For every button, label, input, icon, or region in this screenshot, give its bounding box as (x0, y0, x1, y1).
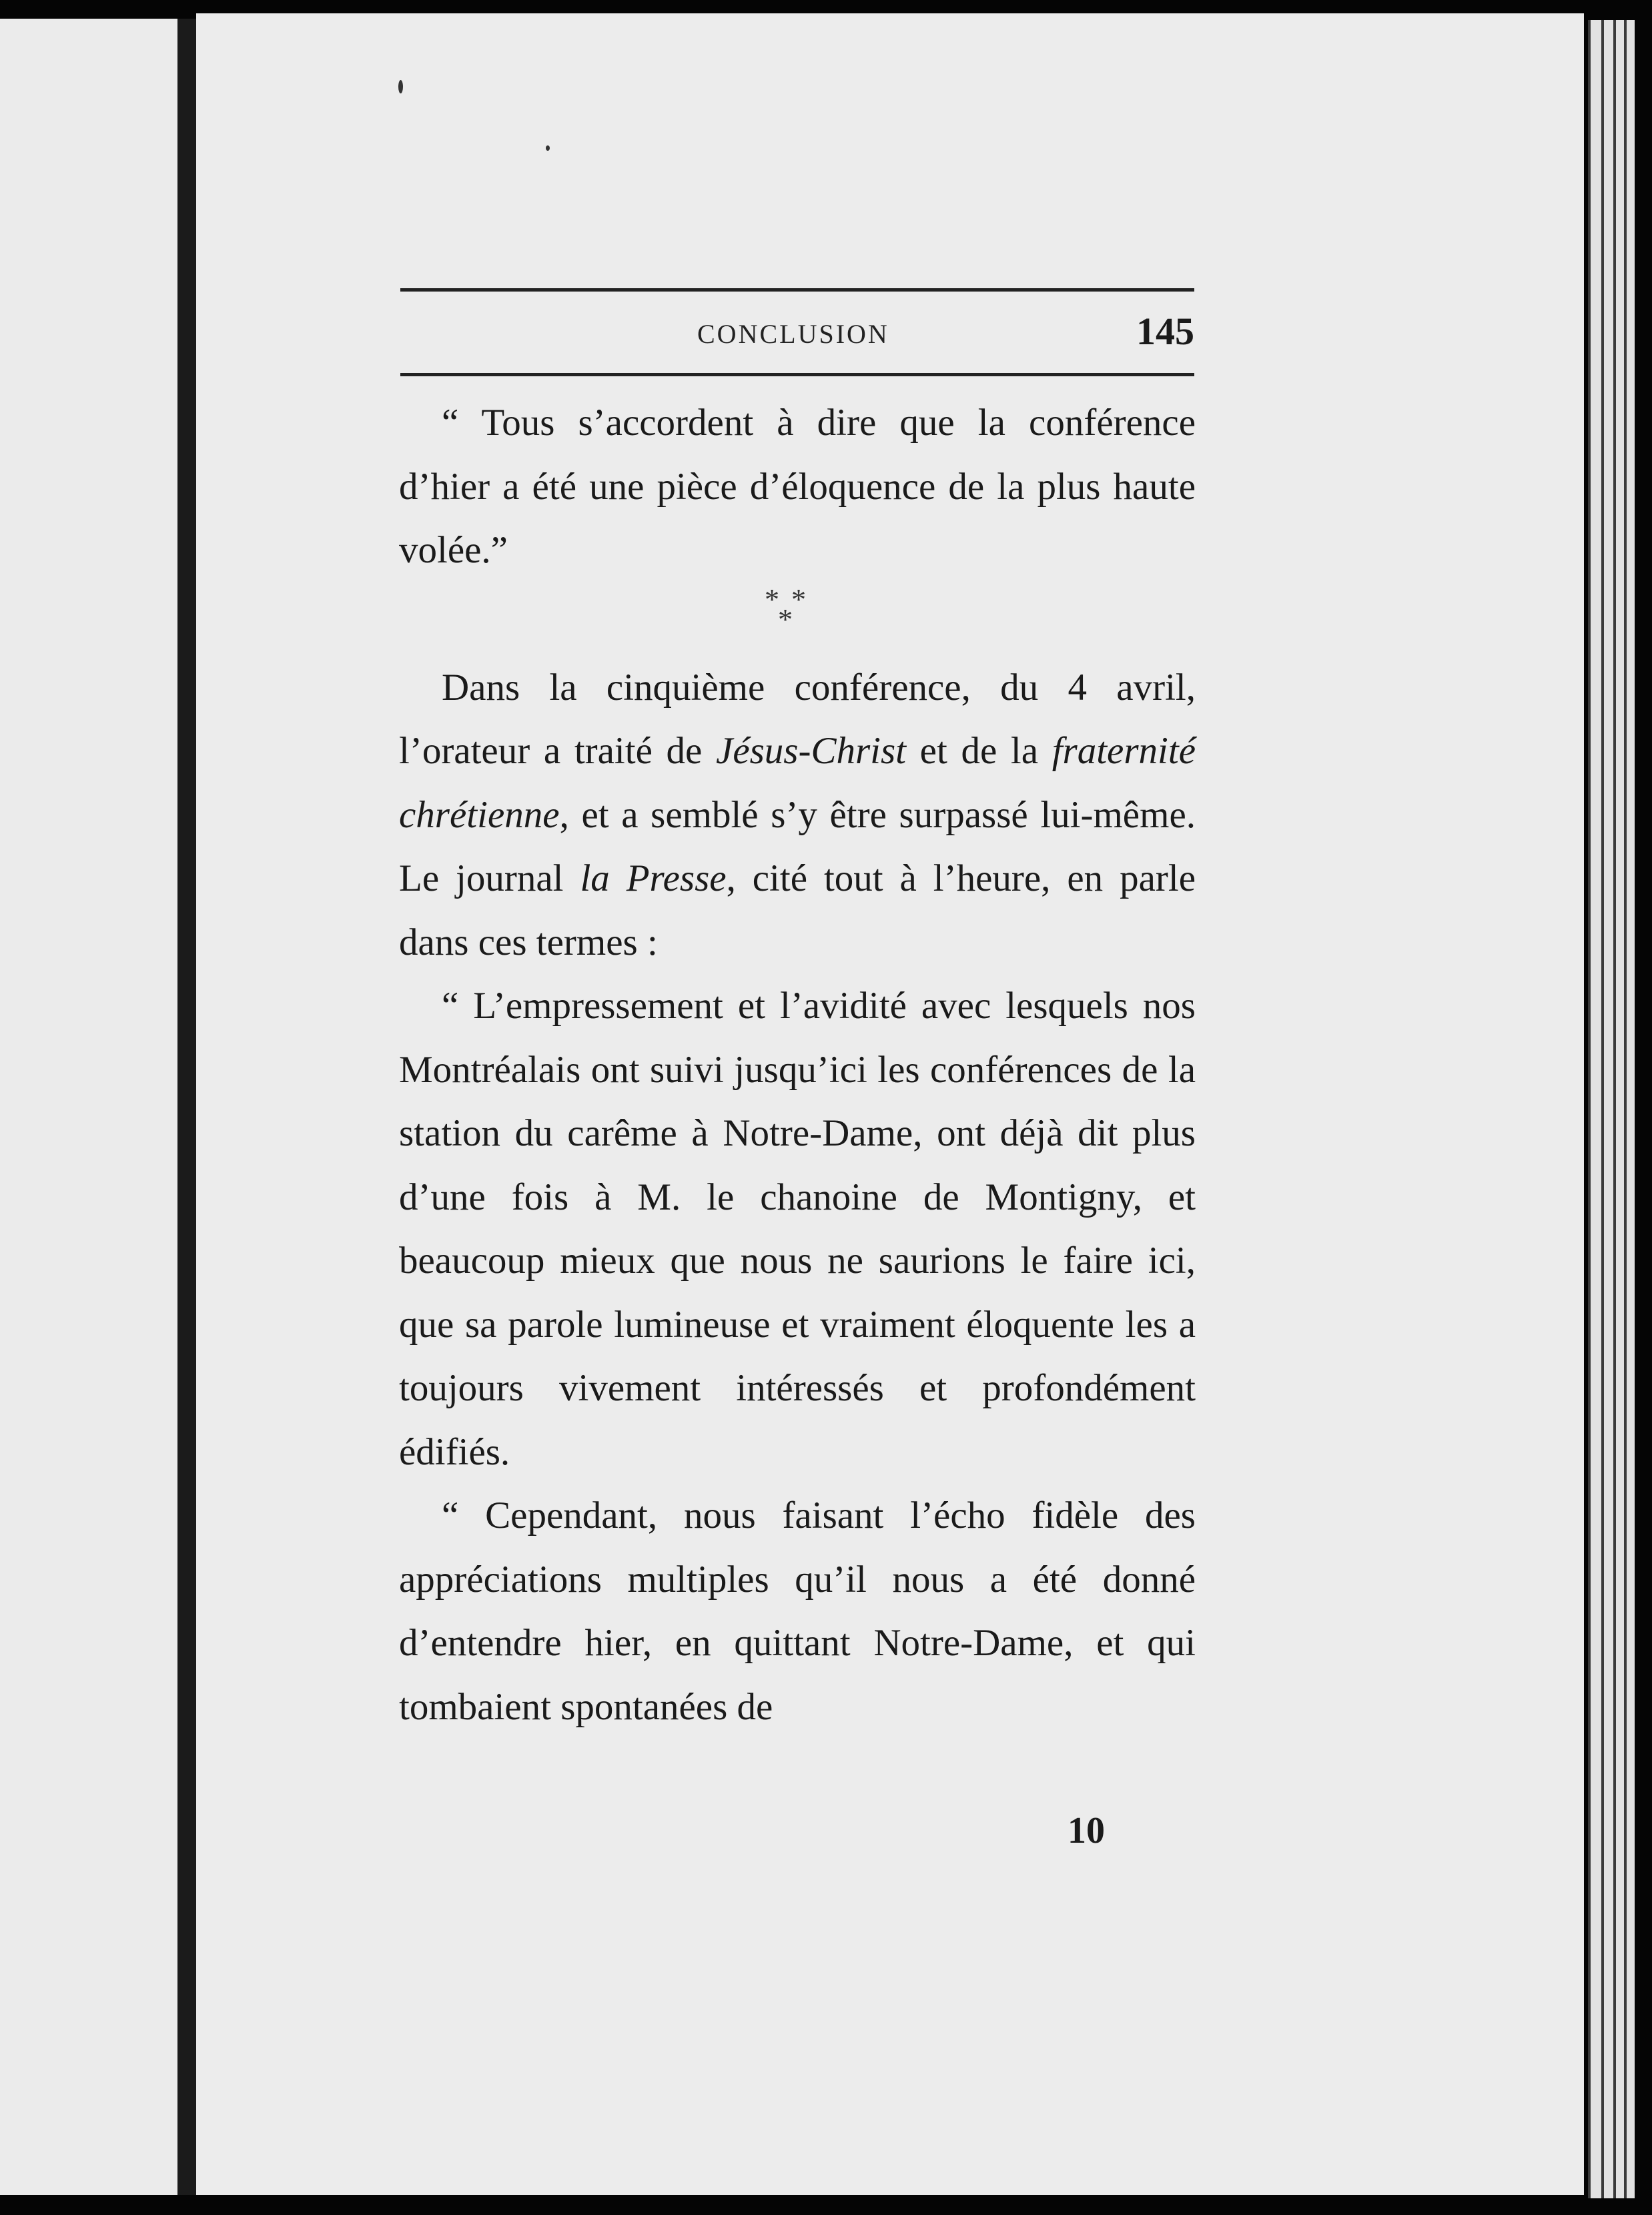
scan-speck (546, 145, 550, 151)
paragraph-2 (399, 656, 1196, 975)
page-stack-edge (1588, 20, 1603, 2198)
facing-page-edge (0, 19, 179, 2195)
page-stack-edge (1624, 20, 1635, 2198)
paragraph-2-text: Dans la cinquième conférence, du 4 avril, l’orateur a traité de (399, 666, 1196, 772)
page-number: 145 (1136, 310, 1194, 353)
paragraph-2-text: , cité tout à l’heure, en parle dans ces termes : (399, 857, 1196, 963)
italic-la-presse: la Presse (580, 857, 727, 899)
paragraph-4: “ Cependant, nous faisant l’écho fidèle des appréciations multiples qu’il nous a été donné d’entendre hier, en quittant Notre-Dame, et qui tombaient spontanées de (399, 1494, 1196, 1728)
running-title: CONCLUSION (697, 319, 889, 349)
asterism-star: * (778, 602, 793, 636)
book-page (196, 13, 1584, 2195)
signature-mark: 10 (1068, 1810, 1105, 1851)
scan-speck (398, 80, 403, 93)
body-text (399, 391, 1196, 1739)
running-head (400, 288, 1194, 376)
paragraph-2-text: , et a semblé s’y être surpassé lui-même. Le journal (399, 793, 1196, 899)
asterism (399, 582, 1196, 656)
italic-fraternite-chretienne: fraternité chrétienne (399, 730, 1196, 836)
paragraph-3: “ L’empressement et l’avidité avec lesquels nos Montréalais ont suivi jusqu’ici les conférences de la station du carême à Notre-Dame, ont déjà dit plus d’une fois à M. le chanoine de Montigny, et beaucoup mieux que nous ne saurions le faire ici, que sa parole lumineuse et vraiment éloquente les a toujours vivement intéressés et profondément édifiés. (399, 985, 1196, 1473)
book-gutter (177, 19, 196, 2195)
asterism-star: * (765, 582, 779, 616)
paragraph-2-text: et de la (906, 730, 1052, 772)
italic-jesus-christ: Jésus-Christ (716, 730, 907, 772)
page-stack-edge (1601, 20, 1615, 2198)
paragraph-1: “ Tous s’accordent à dire que la conférence d’hier a été une pièce d’éloquence de la plus haute volée.” (399, 402, 1196, 571)
asterism-star: * (791, 582, 806, 616)
